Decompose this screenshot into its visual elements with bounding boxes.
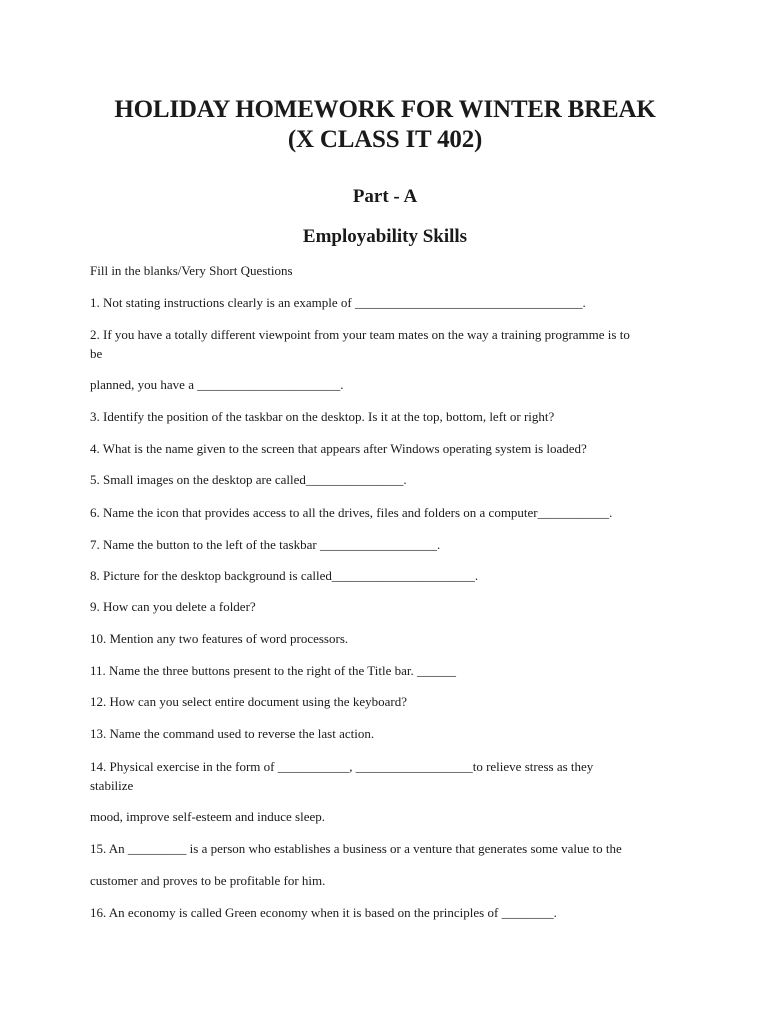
- question-15: 15. An _________ is a person who establishes a business or a venture that generates some value to the: [90, 841, 622, 856]
- question-14: 14. Physical exercise in the form of ___________, __________________to relieve stress as they: [90, 759, 594, 774]
- question-16: 16. An economy is called Green economy when it is based on the principles of ________.: [90, 905, 557, 920]
- question-2: 2. If you have a totally different viewpoint from your team mates on the way a training programme is to: [90, 327, 630, 342]
- document-title-line1: HOLIDAY HOMEWORK FOR WINTER BREAK: [114, 96, 656, 123]
- document-title-line2: (X CLASS IT 402): [287, 126, 483, 153]
- question-6: 6. Name the icon that provides access to all the drives, files and folders on a computer___________.: [90, 505, 613, 520]
- instructions-text: Fill in the blanks/Very Short Questions: [90, 263, 293, 278]
- question-10: 10. Mention any two features of word processors.: [90, 631, 349, 646]
- question-2-continued: be: [90, 346, 103, 361]
- part-heading: Part - A: [352, 186, 418, 207]
- question-2-continued-2: planned, you have a ______________________.: [90, 377, 344, 392]
- question-13: 13. Name the command used to reverse the last action.: [90, 726, 375, 741]
- question-14-continued-2: mood, improve self-esteem and induce sleep.: [90, 809, 326, 824]
- question-11: 11. Name the three buttons present to the right of the Title bar. ______: [90, 663, 456, 678]
- section-heading: Employability Skills: [302, 226, 468, 247]
- question-9: 9. How can you delete a folder?: [90, 599, 256, 614]
- question-1: 1. Not stating instructions clearly is an example of ___________________________________.: [90, 295, 586, 310]
- question-15-continued: customer and proves to be profitable for him.: [90, 873, 326, 888]
- question-8: 8. Picture for the desktop background is called______________________.: [90, 568, 479, 583]
- question-4: 4. What is the name given to the screen that appears after Windows operating system is loaded?: [90, 441, 587, 456]
- question-5: 5. Small images on the desktop are called_______________.: [90, 472, 407, 487]
- question-14-continued: stabilize: [90, 778, 134, 793]
- question-3: 3. Identify the position of the taskbar on the desktop. Is it at the top, bottom, left or right?: [90, 409, 555, 424]
- question-7: 7. Name the button to the left of the taskbar __________________.: [90, 537, 441, 552]
- question-12: 12. How can you select entire document using the keyboard?: [90, 694, 407, 709]
